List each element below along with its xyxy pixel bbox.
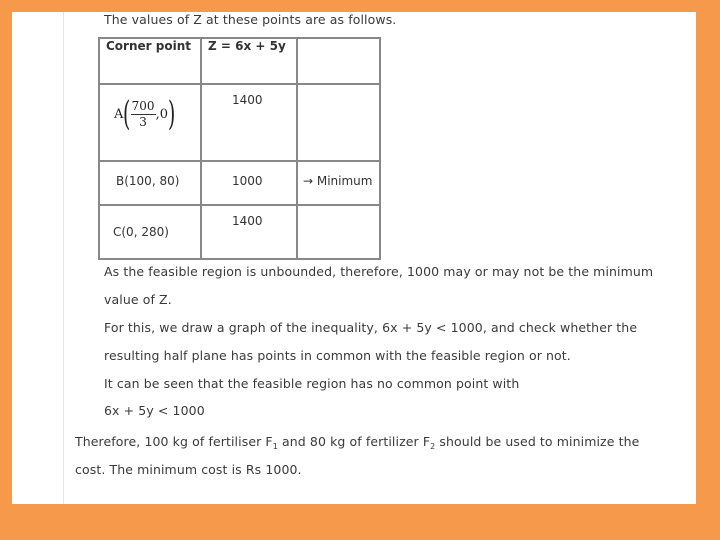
minimum-note: → Minimum: [303, 174, 373, 188]
table-header-row: [99, 38, 380, 84]
margin-line: [63, 12, 64, 504]
slide-content: [12, 12, 696, 504]
conclusion-line-2: cost. The minimum cost is Rs 1000.: [75, 462, 302, 477]
intro-text: The values of Z at these points are as follows.: [104, 12, 397, 27]
conclusion-part-1: Therefore, 100 kg of fertiliser F: [75, 434, 273, 449]
paragraph-line: For this, we draw a graph of the inequality, 6x + 5y < 1000, and check whether the: [104, 320, 638, 335]
value-b: 1000: [232, 174, 263, 188]
header-z-expression: Z = 6x + 5y: [201, 38, 297, 84]
value-c: 1400: [232, 214, 263, 228]
cell-point-c: [99, 205, 201, 259]
table-row: [99, 161, 380, 205]
fraction-numerator: 700: [131, 98, 155, 113]
left-paren: (: [123, 94, 131, 134]
value-a: 1400: [232, 93, 263, 107]
corner-point-table: [98, 37, 381, 260]
fraction: [131, 99, 156, 130]
paragraph-line: As the feasible region is unbounded, therefore, 1000 may or may not be the minimum: [104, 264, 654, 279]
cell-note-c: [297, 205, 380, 259]
cell-note-b: [297, 161, 380, 205]
note-c: [298, 206, 379, 214]
cell-value-c: [201, 205, 297, 259]
subscript-1: 1: [272, 442, 278, 451]
subscript-2: 2: [430, 442, 436, 451]
paragraph-line: value of Z.: [104, 292, 172, 307]
cell-value-a: [201, 84, 297, 161]
cell-note-a: [297, 84, 380, 161]
cell-point-b: [99, 161, 201, 205]
table-row: [99, 84, 380, 161]
header-empty: [297, 38, 380, 84]
inequality-line: 6x + 5y < 1000: [104, 403, 205, 418]
paragraph-line: It can be seen that the feasible region has no common point with: [104, 376, 520, 391]
fraction-denominator: 3: [139, 114, 147, 129]
conclusion-part-3: should be used to minimize the: [435, 434, 640, 449]
note-a: [298, 85, 379, 93]
table-row: [99, 205, 380, 259]
paragraph-line: resulting half plane has points in common with the feasible region or not.: [104, 348, 571, 363]
cell-point-a: [99, 84, 201, 161]
point-a-y: ,0: [155, 106, 168, 122]
point-b: B(100, 80): [116, 174, 180, 188]
point-c: C(0, 280): [113, 225, 169, 239]
header-corner-point: Corner point: [99, 38, 201, 84]
conclusion-line-1: [75, 434, 639, 451]
conclusion-part-2: and 80 kg of fertilizer F: [277, 434, 431, 449]
point-a-letter: A: [114, 106, 124, 122]
cell-value-b: [201, 161, 297, 205]
right-paren: ): [167, 94, 176, 134]
